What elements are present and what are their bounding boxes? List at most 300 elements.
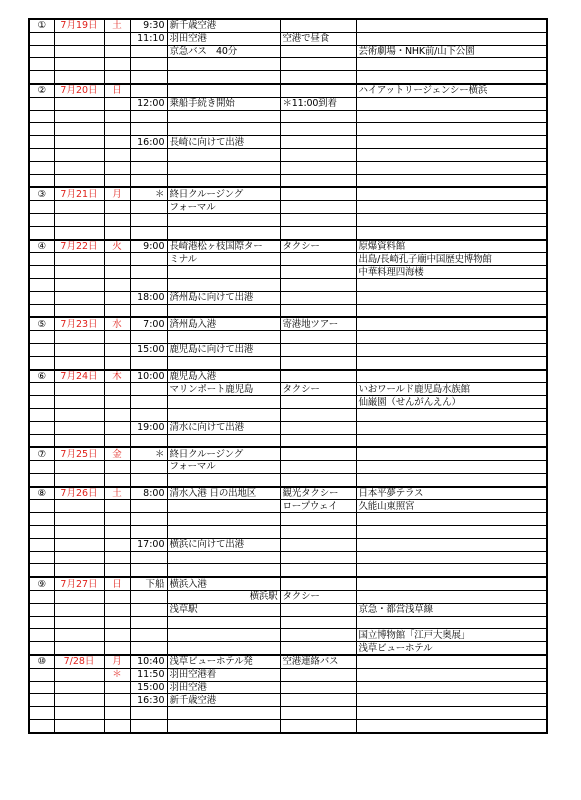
note-cell	[280, 551, 356, 564]
time-cell: 12:00	[130, 97, 167, 110]
date-cell: 7月23日	[54, 317, 104, 330]
table-row	[29, 694, 547, 707]
table-row	[29, 396, 547, 409]
date-cell	[54, 564, 104, 577]
date-cell	[54, 408, 104, 421]
place-cell	[356, 97, 547, 110]
weekday-cell	[104, 707, 130, 720]
event-cell: 横浜に向けて出港	[167, 538, 280, 551]
day-number-cell	[29, 434, 54, 447]
day-number-cell	[29, 343, 54, 356]
day-number-cell	[29, 161, 54, 174]
weekday-cell	[104, 538, 130, 551]
table-row	[29, 473, 547, 486]
time-cell	[130, 110, 167, 123]
table-row	[29, 331, 547, 344]
weekday-cell	[104, 278, 130, 291]
place-cell: 国立博物館「江戸大奥展」	[356, 629, 547, 642]
place-cell: いおワールド鹿児島水族館	[356, 383, 547, 396]
note-cell	[280, 603, 356, 616]
time-cell	[130, 84, 167, 97]
day-number-cell	[29, 421, 54, 434]
place-cell	[356, 123, 547, 136]
date-cell	[54, 591, 104, 604]
time-cell	[130, 473, 167, 486]
weekday-cell: 金	[104, 447, 130, 460]
date-cell	[54, 148, 104, 161]
day-number-cell: ②	[29, 84, 54, 97]
date-cell	[54, 123, 104, 136]
note-cell	[280, 291, 356, 304]
time-cell	[130, 71, 167, 84]
event-cell: 羽田空港着	[167, 668, 280, 681]
place-cell: 芸術劇場・NHK前/山下公園	[356, 45, 547, 58]
day-number-cell	[29, 720, 54, 733]
day-number-cell	[29, 681, 54, 694]
table-row	[29, 383, 547, 396]
weekday-cell	[104, 356, 130, 369]
date-cell	[54, 32, 104, 45]
place-cell	[356, 110, 547, 123]
table-row	[29, 304, 547, 317]
place-cell: 久能山東照宮	[356, 500, 547, 513]
table-row	[29, 45, 547, 58]
weekday-cell	[104, 564, 130, 577]
day-number-cell	[29, 331, 54, 344]
place-cell	[356, 291, 547, 304]
date-cell	[54, 707, 104, 720]
table-row	[29, 564, 547, 577]
note-cell	[280, 45, 356, 58]
event-cell: 済州島に向けて出港	[167, 291, 280, 304]
day-number-cell	[29, 356, 54, 369]
table-row	[29, 668, 547, 681]
weekday-cell	[104, 71, 130, 84]
day-number-cell	[29, 461, 54, 474]
place-cell	[356, 317, 547, 330]
date-cell	[54, 434, 104, 447]
time-cell	[130, 226, 167, 239]
event-cell: 長崎に向けて出港	[167, 136, 280, 149]
note-cell: タクシー	[280, 383, 356, 396]
place-cell	[356, 538, 547, 551]
day-number-cell	[29, 278, 54, 291]
table-row	[29, 526, 547, 539]
event-cell: 終日クルージング	[167, 447, 280, 460]
time-cell: 16:30	[130, 694, 167, 707]
event-cell	[167, 720, 280, 733]
table-row	[29, 616, 547, 629]
place-cell	[356, 58, 547, 71]
weekday-cell	[104, 629, 130, 642]
day-number-cell: ④	[29, 240, 54, 253]
weekday-cell	[104, 408, 130, 421]
time-cell: 19:00	[130, 421, 167, 434]
event-cell	[167, 304, 280, 317]
table-row	[29, 253, 547, 266]
time-cell	[130, 174, 167, 187]
date-cell	[54, 45, 104, 58]
day-number-cell	[29, 564, 54, 577]
time-cell	[130, 201, 167, 214]
time-cell	[130, 500, 167, 513]
weekday-cell	[104, 45, 130, 58]
day-number-cell	[29, 174, 54, 187]
event-cell	[167, 642, 280, 655]
place-cell	[356, 226, 547, 239]
time-cell	[130, 148, 167, 161]
event-cell	[167, 434, 280, 447]
date-cell: 7月20日	[54, 84, 104, 97]
event-cell: フォーマル	[167, 461, 280, 474]
day-number-cell	[29, 148, 54, 161]
time-cell	[130, 603, 167, 616]
place-cell	[356, 370, 547, 383]
weekday-cell	[104, 161, 130, 174]
date-cell: 7月27日	[54, 577, 104, 590]
time-cell	[130, 58, 167, 71]
time-cell: 8:00	[130, 487, 167, 500]
place-cell	[356, 19, 547, 32]
weekday-cell: 日	[104, 577, 130, 590]
event-cell: 終日クルージング	[167, 187, 280, 200]
place-cell	[356, 148, 547, 161]
weekday-cell	[104, 32, 130, 45]
note-cell	[280, 213, 356, 226]
date-cell	[54, 668, 104, 681]
date-cell	[54, 513, 104, 526]
date-cell	[54, 253, 104, 266]
time-cell: 18:00	[130, 291, 167, 304]
table-row	[29, 434, 547, 447]
weekday-cell	[104, 421, 130, 434]
date-cell	[54, 629, 104, 642]
day-number-cell: ⑦	[29, 447, 54, 460]
place-cell: 日本平夢テラス	[356, 487, 547, 500]
weekday-cell	[104, 266, 130, 279]
event-cell	[167, 213, 280, 226]
weekday-cell	[104, 226, 130, 239]
weekday-cell	[104, 551, 130, 564]
weekday-cell	[104, 434, 130, 447]
event-cell: 浅草駅	[167, 603, 280, 616]
day-number-cell: ⑤	[29, 317, 54, 330]
place-cell	[356, 174, 547, 187]
note-cell	[280, 187, 356, 200]
weekday-cell	[104, 383, 130, 396]
event-cell	[167, 161, 280, 174]
place-cell	[356, 526, 547, 539]
note-cell: 空港で昼食	[280, 32, 356, 45]
time-cell: 11:50	[130, 668, 167, 681]
table-row	[29, 461, 547, 474]
time-cell: 7:00	[130, 317, 167, 330]
place-cell	[356, 161, 547, 174]
day-number-cell: ⑧	[29, 487, 54, 500]
place-cell	[356, 681, 547, 694]
place-cell	[356, 591, 547, 604]
weekday-cell: ＊	[104, 668, 130, 681]
day-number-cell	[29, 123, 54, 136]
table-row	[29, 551, 547, 564]
event-cell	[167, 266, 280, 279]
place-cell	[356, 343, 547, 356]
table-row	[29, 707, 547, 720]
note-cell	[280, 266, 356, 279]
event-cell	[167, 71, 280, 84]
event-cell	[167, 123, 280, 136]
note-cell	[280, 136, 356, 149]
note-cell	[280, 253, 356, 266]
event-cell: 羽田空港	[167, 681, 280, 694]
note-cell	[280, 421, 356, 434]
day-number-cell	[29, 201, 54, 214]
note-cell	[280, 681, 356, 694]
day-number-cell	[29, 213, 54, 226]
table-row	[29, 84, 547, 97]
itinerary-body	[29, 19, 547, 733]
place-cell	[356, 187, 547, 200]
place-cell	[356, 434, 547, 447]
event-cell: フォーマル	[167, 201, 280, 214]
event-cell	[167, 356, 280, 369]
weekday-cell	[104, 331, 130, 344]
day-number-cell	[29, 694, 54, 707]
date-cell	[54, 291, 104, 304]
note-cell: 空港連絡バス	[280, 655, 356, 668]
place-cell	[356, 616, 547, 629]
table-row	[29, 343, 547, 356]
event-cell	[167, 473, 280, 486]
note-cell	[280, 577, 356, 590]
date-cell	[54, 538, 104, 551]
table-row	[29, 513, 547, 526]
date-cell	[54, 551, 104, 564]
event-cell: 長崎港松ヶ枝国際ター	[167, 240, 280, 253]
weekday-cell: 水	[104, 317, 130, 330]
day-number-cell	[29, 707, 54, 720]
date-cell	[54, 58, 104, 71]
time-cell: 17:00	[130, 538, 167, 551]
event-cell	[167, 500, 280, 513]
weekday-cell	[104, 253, 130, 266]
place-cell: 出島/長崎孔子廟中国歴史博物館	[356, 253, 547, 266]
weekday-cell	[104, 681, 130, 694]
table-row	[29, 591, 547, 604]
event-cell: 新千歳空港	[167, 694, 280, 707]
table-row	[29, 187, 547, 200]
weekday-cell	[104, 123, 130, 136]
table-row	[29, 174, 547, 187]
date-cell	[54, 97, 104, 110]
table-row	[29, 226, 547, 239]
table-row	[29, 447, 547, 460]
date-cell	[54, 266, 104, 279]
date-cell	[54, 343, 104, 356]
note-cell: 観光タクシー	[280, 487, 356, 500]
weekday-cell	[104, 343, 130, 356]
table-row	[29, 291, 547, 304]
note-cell	[280, 226, 356, 239]
time-cell: 16:00	[130, 136, 167, 149]
weekday-cell	[104, 694, 130, 707]
event-cell: 京急バス 40分	[167, 45, 280, 58]
weekday-cell	[104, 473, 130, 486]
note-cell	[280, 148, 356, 161]
date-cell	[54, 383, 104, 396]
event-cell	[167, 174, 280, 187]
event-cell: 清水に向けて出港	[167, 421, 280, 434]
time-cell	[130, 707, 167, 720]
time-cell	[130, 513, 167, 526]
note-cell	[280, 434, 356, 447]
time-cell	[130, 278, 167, 291]
weekday-cell	[104, 201, 130, 214]
event-cell	[167, 396, 280, 409]
table-row	[29, 408, 547, 421]
day-number-cell	[29, 97, 54, 110]
time-cell: 10:40	[130, 655, 167, 668]
note-cell	[280, 343, 356, 356]
place-cell	[356, 473, 547, 486]
date-cell	[54, 226, 104, 239]
place-cell	[356, 707, 547, 720]
place-cell	[356, 461, 547, 474]
day-number-cell	[29, 71, 54, 84]
day-number-cell	[29, 396, 54, 409]
date-cell	[54, 110, 104, 123]
table-row	[29, 71, 547, 84]
note-cell: タクシー	[280, 240, 356, 253]
event-cell	[167, 616, 280, 629]
event-cell	[167, 513, 280, 526]
day-number-cell	[29, 642, 54, 655]
weekday-cell	[104, 304, 130, 317]
note-cell	[280, 123, 356, 136]
day-number-cell	[29, 45, 54, 58]
table-row	[29, 123, 547, 136]
time-cell: 9:00	[130, 240, 167, 253]
event-cell	[167, 58, 280, 71]
day-number-cell	[29, 408, 54, 421]
date-cell	[54, 526, 104, 539]
table-row	[29, 538, 547, 551]
table-row	[29, 577, 547, 590]
weekday-cell	[104, 500, 130, 513]
weekday-cell	[104, 136, 130, 149]
itinerary-table	[28, 18, 548, 734]
note-cell	[280, 720, 356, 733]
weekday-cell: 土	[104, 487, 130, 500]
place-cell	[356, 201, 547, 214]
note-cell	[280, 707, 356, 720]
date-cell	[54, 720, 104, 733]
event-cell	[167, 110, 280, 123]
day-number-cell	[29, 266, 54, 279]
time-cell	[130, 396, 167, 409]
note-cell: ロープウェイ	[280, 500, 356, 513]
place-cell	[356, 408, 547, 421]
place-cell	[356, 421, 547, 434]
day-number-cell	[29, 110, 54, 123]
note-cell	[280, 694, 356, 707]
time-cell: ＊	[130, 187, 167, 200]
table-row	[29, 201, 547, 214]
event-cell	[167, 148, 280, 161]
place-cell	[356, 136, 547, 149]
place-cell	[356, 668, 547, 681]
time-cell	[130, 383, 167, 396]
time-cell	[130, 408, 167, 421]
date-cell	[54, 681, 104, 694]
time-cell	[130, 616, 167, 629]
place-cell	[356, 356, 547, 369]
date-cell	[54, 201, 104, 214]
place-cell	[356, 447, 547, 460]
event-cell: マリンポート鹿児島	[167, 383, 280, 396]
place-cell	[356, 694, 547, 707]
table-row	[29, 97, 547, 110]
table-row	[29, 58, 547, 71]
date-cell	[54, 278, 104, 291]
time-cell	[130, 629, 167, 642]
date-cell	[54, 642, 104, 655]
time-cell	[130, 434, 167, 447]
weekday-cell: 木	[104, 370, 130, 383]
weekday-cell	[104, 58, 130, 71]
date-cell	[54, 603, 104, 616]
table-row	[29, 110, 547, 123]
table-row	[29, 421, 547, 434]
weekday-cell	[104, 291, 130, 304]
note-cell	[280, 356, 356, 369]
note-cell: タクシー	[280, 591, 356, 604]
date-cell: 7月19日	[54, 19, 104, 32]
day-number-cell: ⑩	[29, 655, 54, 668]
time-cell: 15:00	[130, 343, 167, 356]
weekday-cell: 月	[104, 655, 130, 668]
date-cell: 7月21日	[54, 187, 104, 200]
event-cell: 羽田空港	[167, 32, 280, 45]
place-cell	[356, 577, 547, 590]
day-number-cell	[29, 291, 54, 304]
date-cell	[54, 331, 104, 344]
place-cell: 仙巌園（せんがんえん）	[356, 396, 547, 409]
event-cell: 乗船手続き開始	[167, 97, 280, 110]
time-cell: ＊	[130, 447, 167, 460]
day-number-cell	[29, 668, 54, 681]
day-number-cell	[29, 551, 54, 564]
event-cell: 鹿児島に向けて出港	[167, 343, 280, 356]
note-cell	[280, 461, 356, 474]
day-number-cell	[29, 538, 54, 551]
time-cell	[130, 253, 167, 266]
event-cell	[167, 331, 280, 344]
table-row	[29, 161, 547, 174]
event-cell: 新千歳空港	[167, 19, 280, 32]
time-cell	[130, 161, 167, 174]
note-cell	[280, 564, 356, 577]
day-number-cell	[29, 616, 54, 629]
date-cell	[54, 304, 104, 317]
day-number-cell: ③	[29, 187, 54, 200]
date-cell: 7月22日	[54, 240, 104, 253]
table-row	[29, 370, 547, 383]
table-row	[29, 32, 547, 45]
time-cell	[130, 304, 167, 317]
note-cell	[280, 538, 356, 551]
day-number-cell	[29, 226, 54, 239]
